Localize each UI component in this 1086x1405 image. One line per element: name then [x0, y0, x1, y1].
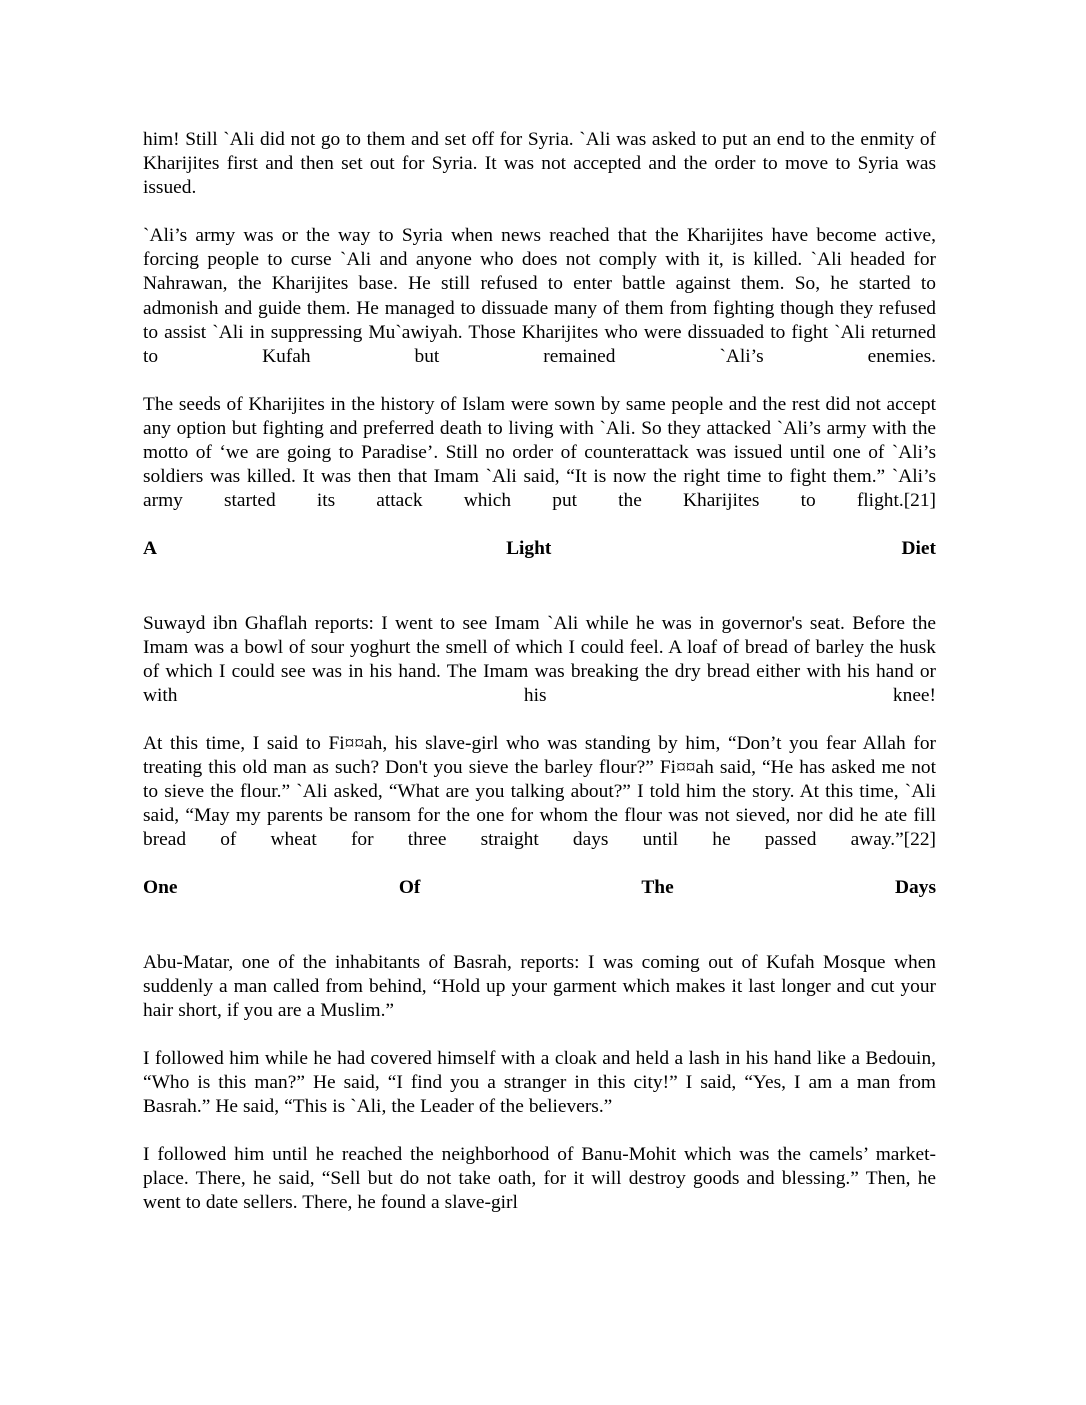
paragraph-5: At this time, I said to Fi¤¤ah, his slave-girl who was standing by him, “Don’t you fear Allah for treating this old man as such? Don't you sieve the barley flour?” Fi¤¤ah said, “He has asked me not to sieve the flour.” `Ali asked, “What are you talking about?” I told him the story. At this time, `Ali said, “May my parents be ransom for the one for whom the flour was not sieved, nor did he ate fill bread of wheat for three straight days until he passed away.”[22]: [143, 732, 936, 851]
section-heading-one-of-the-days-text: One Of The Days: [143, 877, 936, 899]
paragraph-7: I followed him while he had covered himself with a cloak and held a lash in his hand like a Bedouin, “Who is this man?” He said, “I find you a stranger in this city!” I said, “Yes, I am a man from Basrah.” He said, “This is `Ali, the Leader of the believers.”: [143, 1047, 936, 1117]
page-text-column: [143, 128, 936, 1215]
paragraph-2: `Ali’s army was or the way to Syria when news reached that the Kharijites have become active, forcing people to curse `Ali and anyone who does not comply with it, is killed. `Ali headed for Nahrawan, the Kharijites base. He still refused to enter battle against them. So, he started to admonish and guide them. He managed to dissuade many of them from fighting though they refused to assist `Ali in suppressing Mu`awiyah. Those Kharijites who were dissuaded to fight `Ali returned to Kufah but remained `Ali’s enemies.: [143, 225, 936, 367]
section-heading-a-light-diet-text: A Light Diet: [143, 538, 936, 560]
paragraph-8: I followed him until he reached the neighborhood of Banu-Mohit which was the camels’ market-place. There, he said, “Sell but do not take oath, for it will destroy goods and blessing.” Then, he went to date sellers. There, he found a slave-girl: [143, 1144, 936, 1214]
paragraph-4: Suwayd ibn Ghaflah reports: I went to see Imam `Ali while he was in governor's seat. Before the Imam was a bowl of sour yoghurt the smell of which I could feel. A loaf of bread of barley the husk of which I could see was in his hand. The Imam was breaking the dry bread either with his hand or with his knee!: [143, 612, 936, 706]
paragraph-3: The seeds of Kharijites in the history of Islam were sown by same people and the rest did not accept any option but fighting and preferred death to living with `Ali. So they attacked `Ali’s army with the motto of ‘we are going to Paradise’. Still no order of counterattack was issued until one of `Ali’s soldiers was killed. It was then that Imam `Ali said, “It is now the right time to fight them.” `Ali’s army started its attack which put the Kharijites to flight.[21]: [143, 393, 936, 512]
paragraph-1: him! Still `Ali did not go to them and set off for Syria. `Ali was asked to put an end to the enmity of Kharijites first and then set out for Syria. It was not accepted and the order to move to Syria was issued.: [143, 129, 936, 199]
section-heading-one-of-the-days: [143, 876, 936, 924]
paragraph-6: Abu-Matar, one of the inhabitants of Basrah, reports: I was coming out of Kufah Mosque when suddenly a man called from behind, “Hold up your garment which makes it last longer and cut your hair short, if you are a Muslim.”: [143, 951, 936, 1021]
section-heading-a-light-diet: [143, 537, 936, 585]
